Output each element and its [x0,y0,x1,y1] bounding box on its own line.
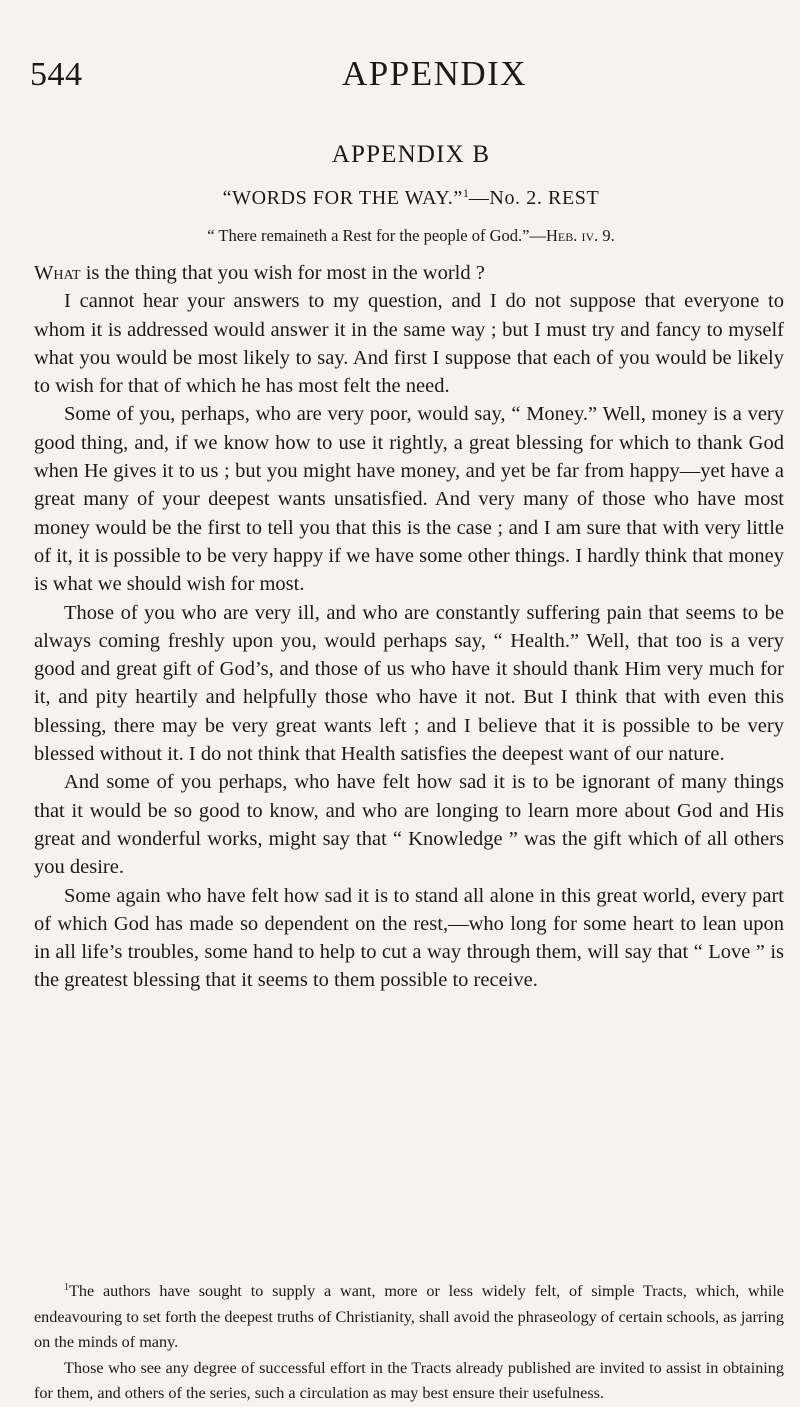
tract-subtitle [0,186,800,210]
paragraph: Some of you, perhaps, who are very poor, would say, “ Money.” Well, money is a very good thing, and, if we know how to use it rightly, a great blessing for which to thank God when He gives it to us ; but you might have money, and yet be far from happy—yet have a great many of your deepest wants unsatisfied. And very many of those who have most money would be the first to tell you that this is the case ; and I am sure that with very little of it, it is possible to be very happy if we have some other things. I hardly think that money is what we should wish for most. [34,403,784,596]
subtitle-text: “WORDS FOR THE WAY.” [222,187,463,209]
epigraph [0,226,800,246]
footnote-marker: 1 [64,1282,69,1293]
opening-sentence: is the thing that you wish for most in the world ? [80,262,485,284]
paragraph: Those of you who are very ill, and who are constantly suffering pain that seems to be always coming freshly upon you, would perhaps say, “ Health.” Well, that too is a very good and great gift of God’s, and those of us who have it should thank Him very much for it, and pity heartily and helpfully those who have it not. But I think that with even this blessing, there may be very great wants left ; and I believe that it is possible to be very blessed without it. I do not think that Health satisfies the deepest want of our nature. [34,601,784,766]
opening-word: What [34,262,81,284]
paragraph: Some again who have felt how sad it is to stand all alone in this great world, every part of which God has made so dependent on the rest,—who long for some heart to lean upon in all life’s troubles, some hand to help to cut a way through them, will say that “ Love ” is the greatest blessing that it seems to them possible to receive. [34,884,784,992]
running-head: APPENDIX [342,54,528,93]
body-text [34,259,784,995]
page-number: 544 [30,56,83,93]
paragraph [34,259,784,287]
epigraph-quote: “ There remaineth a Rest for the people of God.”— [207,226,546,245]
footnotes [34,1275,784,1407]
paragraph: And some of you perhaps, who have felt how sad it is to be ignorant of many things that it would be so good to know, and who are longing to learn more about God and His great and wonderful works, might say that “ Knowledge ” was the gift which of all others you desire. [34,771,784,879]
footnote-reference: 1 [462,186,469,200]
epigraph-book: Heb. [545,226,578,245]
footnote [34,1275,784,1356]
appendix-title: APPENDIX B [331,141,491,168]
paragraph: I cannot hear your answers to my question, and I do not suppose that everyone to whom it is addressed would answer it in the same way ; but I must try and fancy to myself what you would be most likely to say. And first I suppose that each of you would be likely to wish for that of which he has most felt the need. [34,290,784,398]
footnote-continuation: Those who see any degree of successful effort in the Tracts already published are invited to assist in obtaining for them, and others of the series, such a circulation as may best ensure their usefulness. [34,1358,784,1402]
footnote-text: The authors have sought to supply a want, more or less widely felt, of simple Tracts, which, while endeavouring to set forth the deepest truths of Christianity, shall avoid the phraseology of certain schools, as jarring on the minds of many. [34,1282,784,1351]
epigraph-chapter-verse: iv. 9. [577,226,615,245]
subtitle-tract-number: —No. 2. REST [468,187,600,209]
